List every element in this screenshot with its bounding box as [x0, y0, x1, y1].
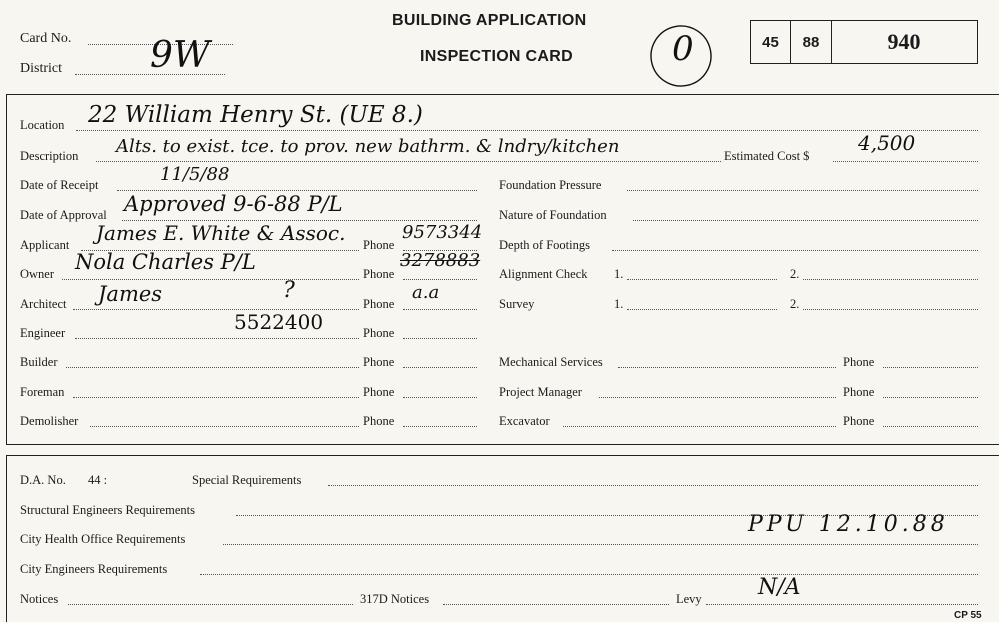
card-id-box	[750, 20, 978, 64]
health-office-label: City Health Office Requirements	[20, 532, 186, 546]
description-value: Alts. to exist. tce. to prov. new bathrm. & lndry/kitchen	[116, 136, 620, 157]
nature-foundation-label: Nature of Foundation	[499, 208, 607, 222]
main-bottom-divider	[6, 444, 999, 445]
applicant-phone-label: Phone	[363, 238, 395, 252]
project-manager-phone-label: Phone	[843, 385, 875, 399]
levy-line	[706, 604, 978, 605]
foreman-line	[73, 397, 359, 398]
architect-label: Architect	[20, 297, 67, 311]
applicant-label: Applicant	[20, 238, 70, 252]
health-office-value: PPU 12.10.88	[748, 512, 949, 537]
alignment-1-label: 1.	[614, 267, 624, 281]
city-engineers-line	[200, 574, 978, 575]
card-id-year: 88	[791, 21, 832, 63]
da-no-value: 44 :	[88, 473, 108, 487]
architect-mark: ?	[283, 278, 295, 303]
district-label: District	[20, 61, 62, 76]
survey-2-label: 2.	[790, 297, 800, 311]
owner-phone-value: 3278883	[400, 250, 481, 271]
location-label: Location	[20, 118, 65, 132]
alignment-check-label: Alignment Check	[499, 267, 588, 281]
survey-2-line	[803, 309, 978, 310]
builder-phone-label: Phone	[363, 355, 395, 369]
date-receipt-label: Date of Receipt	[20, 178, 99, 192]
project-manager-line	[599, 397, 836, 398]
alignment-1-line	[627, 279, 777, 280]
owner-label: Owner	[20, 267, 55, 281]
foreman-phone-label: Phone	[363, 385, 395, 399]
project-manager-label: Project Manager	[499, 385, 582, 399]
builder-phone-line	[403, 367, 477, 368]
owner-value: Nola Charles P/L	[75, 250, 256, 274]
estimated-cost-label: Estimated Cost $	[724, 149, 810, 163]
mechanical-services-line	[618, 367, 836, 368]
location-value: 22 William Henry St. (UE 8.)	[88, 102, 423, 128]
mechanical-phone-label: Phone	[843, 355, 875, 369]
engineer-label: Engineer	[20, 326, 66, 340]
owner-phone-line	[403, 279, 477, 280]
district-value: 9W	[150, 35, 210, 76]
foreman-phone-line	[403, 397, 477, 398]
levy-label: Levy	[676, 592, 702, 606]
main-left-border	[6, 94, 7, 444]
health-office-line	[223, 544, 978, 545]
special-requirements-label: Special Requirements	[192, 473, 302, 487]
card-id-number: 940	[887, 29, 921, 54]
architect-value: James	[98, 282, 163, 306]
location-line	[76, 130, 978, 131]
bottom-left-border	[6, 455, 7, 622]
architect-phone-label: Phone	[363, 297, 395, 311]
alignment-2-line	[803, 279, 978, 280]
engineer-phone-line	[403, 338, 477, 339]
foreman-label: Foreman	[20, 385, 65, 399]
card-id-year-prefix: 45	[751, 21, 791, 63]
applicant-phone-value: 9573344	[402, 222, 483, 243]
demolisher-phone-line	[403, 426, 477, 427]
builder-label: Builder	[20, 355, 58, 369]
notices-line	[68, 604, 353, 605]
estimated-cost-line	[833, 161, 978, 162]
notices-317d-label: 317D Notices	[360, 592, 430, 606]
title-line1: BUILDING APPLICATION	[392, 12, 587, 29]
da-no-label: D.A. No.	[20, 473, 66, 487]
foundation-pressure-line	[627, 190, 978, 191]
excavator-label: Excavator	[499, 414, 550, 428]
foundation-pressure-label: Foundation Pressure	[499, 178, 602, 192]
notices-label: Notices	[20, 592, 59, 606]
survey-1-line	[627, 309, 777, 310]
description-label: Description	[20, 149, 79, 163]
excavator-line	[563, 426, 836, 427]
nature-foundation-line	[633, 220, 978, 221]
levy-value: N/A	[758, 575, 801, 600]
structural-engineers-label: Structural Engineers Requirements	[20, 503, 195, 517]
survey-label: Survey	[499, 297, 535, 311]
architect-phone-value: a.a	[412, 282, 440, 303]
depth-footings-label: Depth of Footings	[499, 238, 590, 252]
date-approval-value: Approved 9-6-88 P/L	[124, 192, 343, 216]
card-no-label: Card No.	[20, 31, 72, 46]
date-approval-label: Date of Approval	[20, 208, 107, 222]
title-line2: INSPECTION CARD	[420, 48, 573, 65]
demolisher-line	[90, 426, 359, 427]
description-line	[96, 161, 721, 162]
header-divider	[6, 94, 999, 95]
circled-number: 0	[672, 29, 694, 69]
special-requirements-line	[328, 485, 978, 486]
alignment-2-label: 2.	[790, 267, 800, 281]
demolisher-phone-label: Phone	[363, 414, 395, 428]
excavator-phone-line	[883, 426, 978, 427]
architect-phone-line	[403, 309, 477, 310]
project-manager-phone-line	[883, 397, 978, 398]
owner-phone-label: Phone	[363, 267, 395, 281]
engineer-line	[75, 338, 359, 339]
date-receipt-line	[117, 190, 477, 191]
mechanical-phone-line	[883, 367, 978, 368]
estimated-cost-value: 4,500	[858, 131, 916, 155]
bottom-section-divider	[6, 455, 999, 456]
notices-317d-line	[443, 604, 669, 605]
mechanical-services-label: Mechanical Services	[499, 355, 603, 369]
survey-1-label: 1.	[614, 297, 624, 311]
engineer-value: 5522400	[234, 310, 324, 334]
excavator-phone-label: Phone	[843, 414, 875, 428]
applicant-value: James E. White & Assoc.	[96, 221, 346, 245]
form-code: CP 55	[954, 610, 982, 621]
date-receipt-value: 11/5/88	[160, 164, 230, 185]
city-engineers-label: City Engineers Requirements	[20, 562, 168, 576]
builder-line	[66, 367, 359, 368]
owner-line	[62, 279, 359, 280]
depth-footings-line	[612, 250, 978, 251]
demolisher-label: Demolisher	[20, 414, 79, 428]
engineer-phone-label: Phone	[363, 326, 395, 340]
